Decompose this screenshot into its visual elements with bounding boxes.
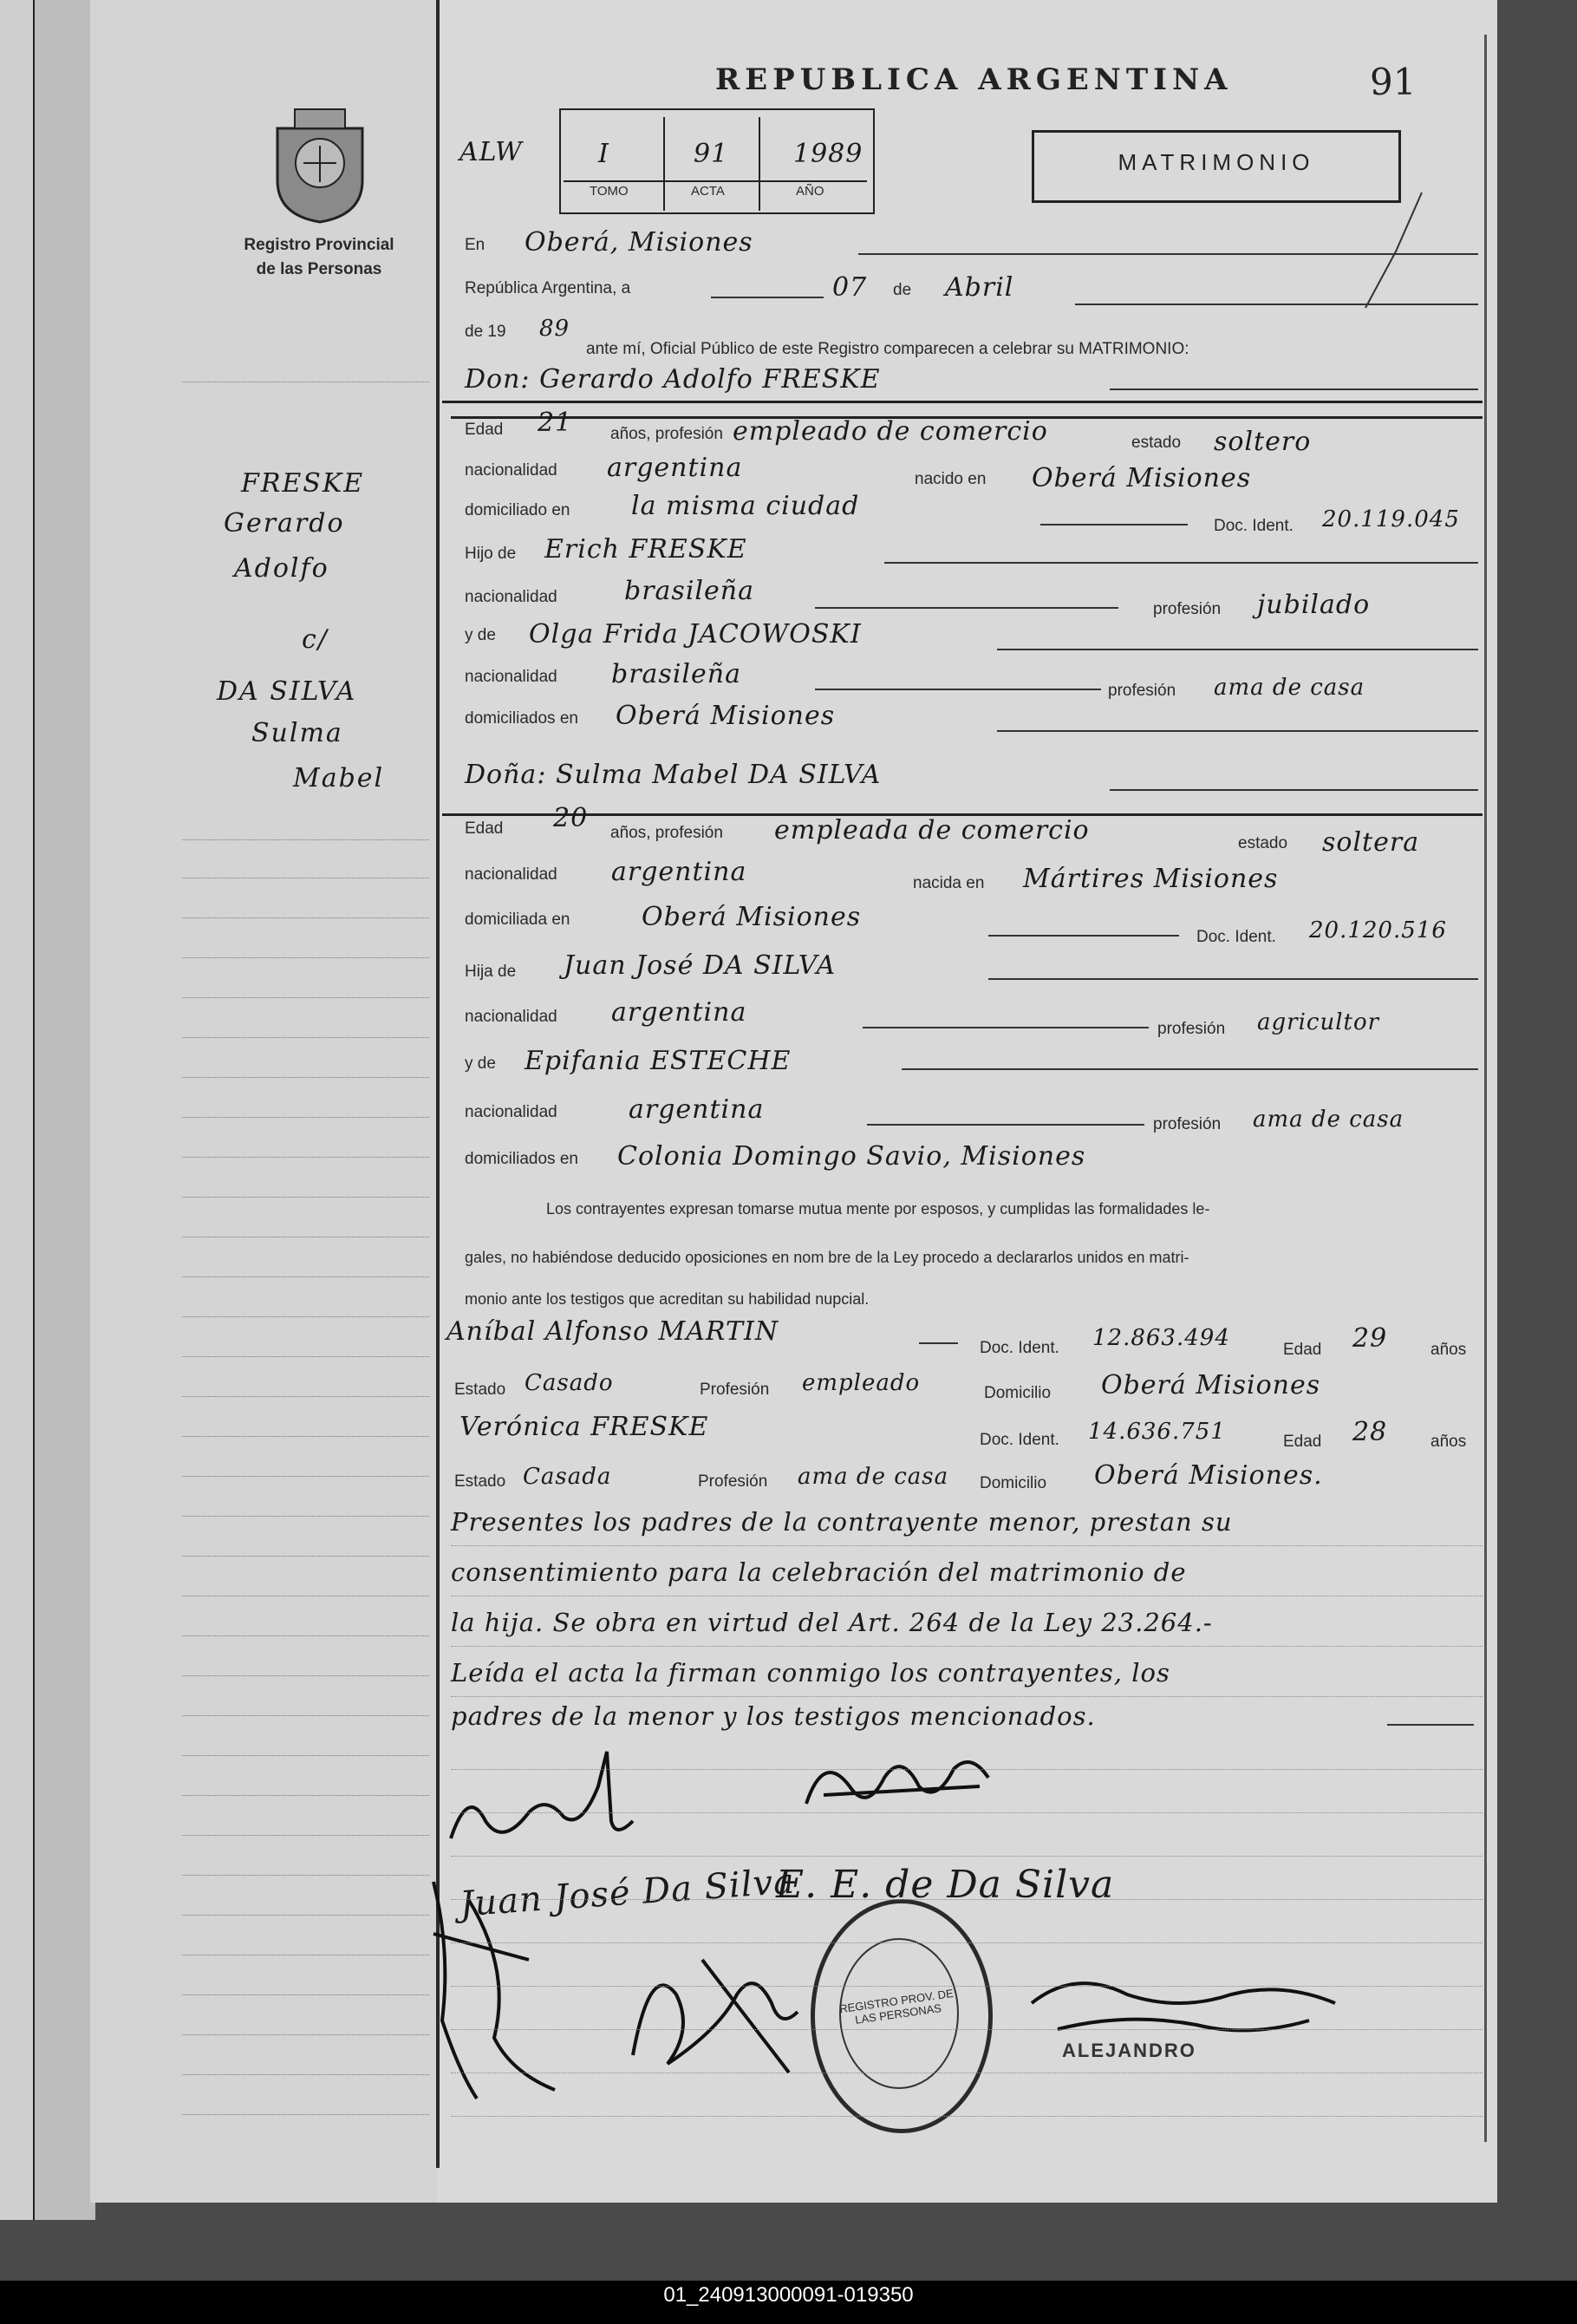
ledger-line — [451, 1646, 1483, 1647]
image-id-caption: 01_240913000091-019350 — [663, 2283, 914, 2307]
dia-line — [711, 297, 824, 298]
bride-edad: 20 — [553, 803, 589, 833]
ref-divider-1 — [663, 117, 665, 211]
margin-dotted-line — [182, 2034, 429, 2035]
margin-dotted-line — [182, 1197, 429, 1198]
groom-domiciliados-label: domiciliados en — [465, 709, 578, 728]
compare-text: ante mí, Oficial Público de este Registro comparecen a celebrar su MATRIMONIO: — [586, 340, 1189, 358]
groom-padres-domicilio-line — [997, 730, 1478, 732]
body-line-1: Los contrayentes expresan tomarse mutua mente por esposos, y cumplidas las formalidades le- — [546, 1200, 1210, 1217]
margin-dotted-line — [182, 1276, 429, 1277]
margin-name-line: Adolfo — [234, 553, 329, 584]
bride-madre-prof: ama de casa — [1253, 1107, 1404, 1133]
witness1-doc-label: Doc. Ident. — [980, 1339, 1059, 1357]
signature-mother: E. E. de Da Silva — [776, 1863, 1115, 1907]
signature-groom — [433, 1734, 659, 1856]
groom-divider — [442, 401, 1483, 403]
witness2-estado: Casada — [523, 1464, 612, 1490]
witness2-domicilio-label: Domicilio — [980, 1474, 1047, 1492]
bride-padre-prof-label: profesión — [1157, 1020, 1226, 1038]
bride-madre-nac-line — [867, 1124, 1144, 1126]
witness2-profesion: ama de casa — [798, 1464, 949, 1490]
margin-dotted-line — [182, 1994, 429, 1995]
en-label: En — [465, 236, 485, 254]
dia-value: 07 — [832, 272, 868, 303]
witness1-name-line — [919, 1342, 958, 1344]
witness1-estado-label: Estado — [454, 1381, 506, 1399]
groom-domicilio-line — [1040, 524, 1188, 526]
ledger-line — [451, 1769, 1483, 1770]
margin-dotted-line — [182, 1556, 429, 1557]
bride-nac-label: nacionalidad — [465, 865, 557, 884]
office-line2: de las Personas — [256, 260, 382, 278]
groom-nac-label: nacionalidad — [465, 461, 557, 480]
groom-nacido-label: nacido en — [915, 470, 987, 488]
groom-estado-label: estado — [1131, 434, 1182, 452]
witness2-doc-label: Doc. Ident. — [980, 1431, 1059, 1449]
groom-padre-nac-line — [815, 607, 1118, 609]
bride-padre-line — [988, 978, 1478, 980]
note-line: consentimiento para la celebración del matrimonio de — [451, 1557, 1187, 1587]
margin-dotted-line — [182, 957, 429, 958]
groom-padre-prof: jubilado — [1257, 590, 1371, 620]
groom-padre-nac-label: nacionalidad — [465, 588, 557, 606]
margin-name-line: FRESKE — [241, 468, 365, 499]
mes-line — [1075, 304, 1478, 305]
groom-profesion: empleado de comercio — [733, 416, 1048, 447]
witness1-domicilio-label: Domicilio — [984, 1384, 1052, 1402]
don-line — [1110, 388, 1478, 390]
witness2-domicilio: Oberá Misiones. — [1094, 1460, 1323, 1491]
witness2-edad: 28 — [1352, 1417, 1388, 1447]
body-line-2: gales, no habiéndose deducido oposiciones en nom bre de la Ley procedo a declararlos unidos en matri- — [465, 1249, 1189, 1266]
witness1-prof-label: Profesión — [700, 1381, 770, 1399]
bride-domicilio: Oberá Misiones — [642, 902, 862, 932]
signature-witness-2 — [616, 1925, 815, 2090]
margin-dotted-line — [182, 2114, 429, 2115]
margin-dotted-line — [182, 1875, 429, 1876]
margin-dotted-line — [182, 1077, 429, 1078]
ref-ano-label: AÑO — [796, 184, 824, 199]
groom-padre-nac: brasileña — [624, 576, 754, 606]
ledger-line — [451, 1545, 1483, 1546]
bride-domiciliada-label: domiciliada en — [465, 911, 570, 929]
bride-edad-label: Edad — [465, 819, 504, 838]
left-page — [0, 0, 35, 2220]
margin-dotted-line — [182, 1915, 429, 1916]
en-line — [858, 253, 1478, 255]
witness2-doc: 14.636.751 — [1088, 1419, 1226, 1445]
office-line1: Registro Provincial — [244, 236, 394, 254]
bride-padre-prof: agricultor — [1257, 1009, 1380, 1035]
bride-padre-nac-line — [863, 1027, 1149, 1028]
margin-dotted-line — [182, 1117, 429, 1118]
bride-hija-label: Hija de — [465, 963, 517, 981]
groom-nacionalidad: argentina — [607, 453, 743, 483]
de-label: de — [893, 281, 912, 299]
groom-padre-prof-label: profesión — [1153, 600, 1222, 618]
witness1-name: Aníbal Alfonso MARTIN — [446, 1316, 779, 1347]
witness1-profesion: empleado — [802, 1370, 921, 1396]
groom-nacido: Oberá Misiones — [1032, 463, 1252, 493]
note-line: padres de la menor y los testigos mencionados. — [451, 1701, 1096, 1731]
signature-father: Juan José Da Silva — [458, 1861, 797, 1925]
bride-nacida: Mártires Misiones — [1023, 864, 1279, 894]
witness1-anios-label: años — [1430, 1341, 1467, 1359]
anio-prefix: de 19 — [465, 323, 506, 341]
groom-doc: 20.119.045 — [1322, 506, 1460, 532]
note-line: Presentes los padres de la contrayente menor, prestan su — [451, 1507, 1233, 1537]
groom-full-name: Don: Gerardo Adolfo FRESKE — [465, 364, 881, 395]
bride-doc: 20.120.516 — [1309, 917, 1447, 943]
witness2-estado-label: Estado — [454, 1472, 506, 1491]
bride-madre-nac-label: nacionalidad — [465, 1103, 557, 1121]
ref-tomo-label: TOMO — [590, 184, 629, 199]
ref-ano: 1989 — [793, 139, 863, 169]
witness1-domicilio: Oberá Misiones — [1101, 1370, 1321, 1400]
witness2-prof-label: Profesión — [698, 1472, 768, 1491]
republica-label: República Argentina, a — [465, 279, 631, 297]
bride-full-name: Doña: Sulma Mabel DA SILVA — [465, 760, 882, 790]
margin-dotted-line — [182, 1396, 429, 1397]
bride-domicilio-line — [988, 935, 1179, 937]
ledger-line — [451, 1986, 1483, 1987]
groom-madre-nac: brasileña — [611, 659, 741, 689]
official-stamp-text: ALEJANDRO — [1062, 2040, 1196, 2061]
country-heading: REPUBLICA ARGENTINA — [715, 62, 1233, 97]
witness2-name: Verónica FRESKE — [459, 1412, 709, 1442]
ledger-line — [451, 1899, 1483, 1900]
groom-madre-line — [997, 649, 1478, 650]
margin-dotted-line — [182, 1316, 429, 1317]
margin-dotted-line — [182, 1157, 429, 1158]
margin-name-line: Gerardo — [224, 508, 345, 539]
bride-anios-prof-label: años, profesión — [610, 824, 723, 842]
groom-madre-prof-label: profesión — [1108, 682, 1176, 700]
groom-estado: soltero — [1214, 427, 1312, 457]
groom-padres-domicilio: Oberá Misiones — [616, 701, 836, 731]
margin-dotted-line — [182, 1835, 429, 1836]
witness2-edad-label: Edad — [1283, 1433, 1322, 1451]
mes-value: Abril — [945, 272, 1014, 303]
right-rule — [1484, 35, 1487, 2142]
margin-dotted-line — [182, 1635, 429, 1636]
margin-dotted-line — [182, 1476, 429, 1477]
ref-tomo: I — [598, 139, 609, 169]
margin-dotted-line — [182, 1356, 429, 1357]
en-value: Oberá, Misiones — [525, 227, 753, 258]
ledger-line — [451, 2116, 1483, 2117]
margin-name-line: Sulma — [251, 718, 343, 748]
margin-dotted-line — [182, 1037, 429, 1038]
bride-madre-prof-label: profesión — [1153, 1115, 1222, 1133]
province-emblem — [269, 102, 371, 224]
note-line: la hija. Se obra en virtud del Art. 264 de la Ley 23.264.- — [451, 1608, 1213, 1637]
bride-estado: soltera — [1322, 827, 1420, 858]
bride-padre-nac: argentina — [611, 997, 747, 1028]
groom-padre-line — [884, 562, 1478, 564]
note-line: Leída el acta la firman conmigo los contrayentes, los — [451, 1658, 1170, 1688]
groom-madre-prof: ama de casa — [1214, 675, 1365, 701]
page-margin — [90, 0, 437, 2203]
bride-header-line — [1110, 789, 1478, 791]
witness1-estado: Casado — [525, 1370, 614, 1396]
bride-madre-nac: argentina — [629, 1094, 765, 1125]
ledger-line — [451, 1812, 1483, 1813]
ref-underline — [564, 180, 867, 182]
note-end-line — [1387, 1724, 1474, 1726]
bride-padre-nac-label: nacionalidad — [465, 1008, 557, 1026]
groom-padre: Erich FRESKE — [544, 534, 747, 565]
groom-madre-nac-line — [815, 689, 1101, 690]
page-number: 91 — [1370, 61, 1417, 103]
bride-doc-label: Doc. Ident. — [1196, 928, 1276, 946]
left-page-edge — [35, 0, 95, 2220]
bride-madre-line — [902, 1068, 1478, 1070]
margin-dotted-line — [182, 1795, 429, 1796]
margin-dotted-line — [182, 997, 429, 998]
margin-dotted-line — [182, 1675, 429, 1676]
registry-seal-text: REGISTRO PROV. DE LAS PERSONAS — [838, 1986, 955, 2027]
bride-padres-domicilio: Colonia Domingo Savio, Misiones — [617, 1141, 1086, 1172]
ref-divider-2 — [759, 117, 760, 211]
margin-dotted-line — [182, 1516, 429, 1517]
groom-anios-prof-label: años, profesión — [610, 425, 723, 443]
corner-pen-stroke — [1361, 191, 1430, 312]
ref-acta-label: ACTA — [691, 184, 725, 199]
bride-estado-label: estado — [1238, 834, 1288, 852]
bride-padre: Juan José DA SILVA — [564, 950, 837, 981]
body-line-3: monio ante los testigos que acreditan su habilidad nupcial. — [465, 1290, 870, 1308]
groom-edad-label: Edad — [465, 421, 504, 439]
witness2-anios-label: años — [1430, 1433, 1467, 1451]
bride-domiciliados-label: domiciliados en — [465, 1150, 578, 1168]
margin-dotted-line — [182, 2074, 429, 2075]
groom-yde-label: y de — [465, 626, 496, 644]
witness1-edad-label: Edad — [1283, 1341, 1322, 1359]
ledger-line — [451, 1856, 1483, 1857]
margin-dotted-line — [182, 1436, 429, 1437]
act-type-title: MATRIMONIO — [1118, 149, 1315, 175]
witness1-edad: 29 — [1352, 1323, 1388, 1354]
ledger-line — [451, 2029, 1483, 2030]
groom-domiciliado-label: domiciliado en — [465, 501, 570, 519]
margin-name-line: DA SILVA — [217, 676, 357, 707]
signature-bride — [798, 1734, 997, 1830]
groom-edad: 21 — [538, 408, 573, 438]
margin-dotted-line — [182, 839, 429, 840]
ref-prefix: ALW — [459, 137, 523, 167]
groom-doc-label: Doc. Ident. — [1214, 517, 1294, 535]
ref-acta: 91 — [694, 139, 729, 169]
margin-name-line: Mabel — [293, 763, 385, 793]
groom-madre-nac-label: nacionalidad — [465, 668, 557, 686]
margin-name-line: c/ — [302, 624, 329, 655]
margin-dotted-line — [182, 917, 429, 918]
margin-dotted-line — [182, 1715, 429, 1716]
witness1-doc: 12.863.494 — [1092, 1325, 1230, 1351]
margin-dotted-line — [182, 1755, 429, 1756]
bride-nacionalidad: argentina — [611, 857, 747, 887]
anio-suffix: 89 — [539, 316, 570, 342]
groom-hijo-label: Hijo de — [465, 545, 517, 563]
bride-nacida-label: nacida en — [913, 874, 985, 892]
bride-profesion: empleada de comercio — [774, 815, 1090, 845]
groom-madre: Olga Frida JACOWOSKI — [529, 619, 862, 650]
ledger-line — [451, 1942, 1483, 1943]
bride-madre: Epifania ESTECHE — [525, 1046, 792, 1076]
bride-yde-label: y de — [465, 1054, 496, 1073]
ledger-line — [451, 1696, 1483, 1697]
groom-domicilio: la misma ciudad — [631, 491, 860, 521]
